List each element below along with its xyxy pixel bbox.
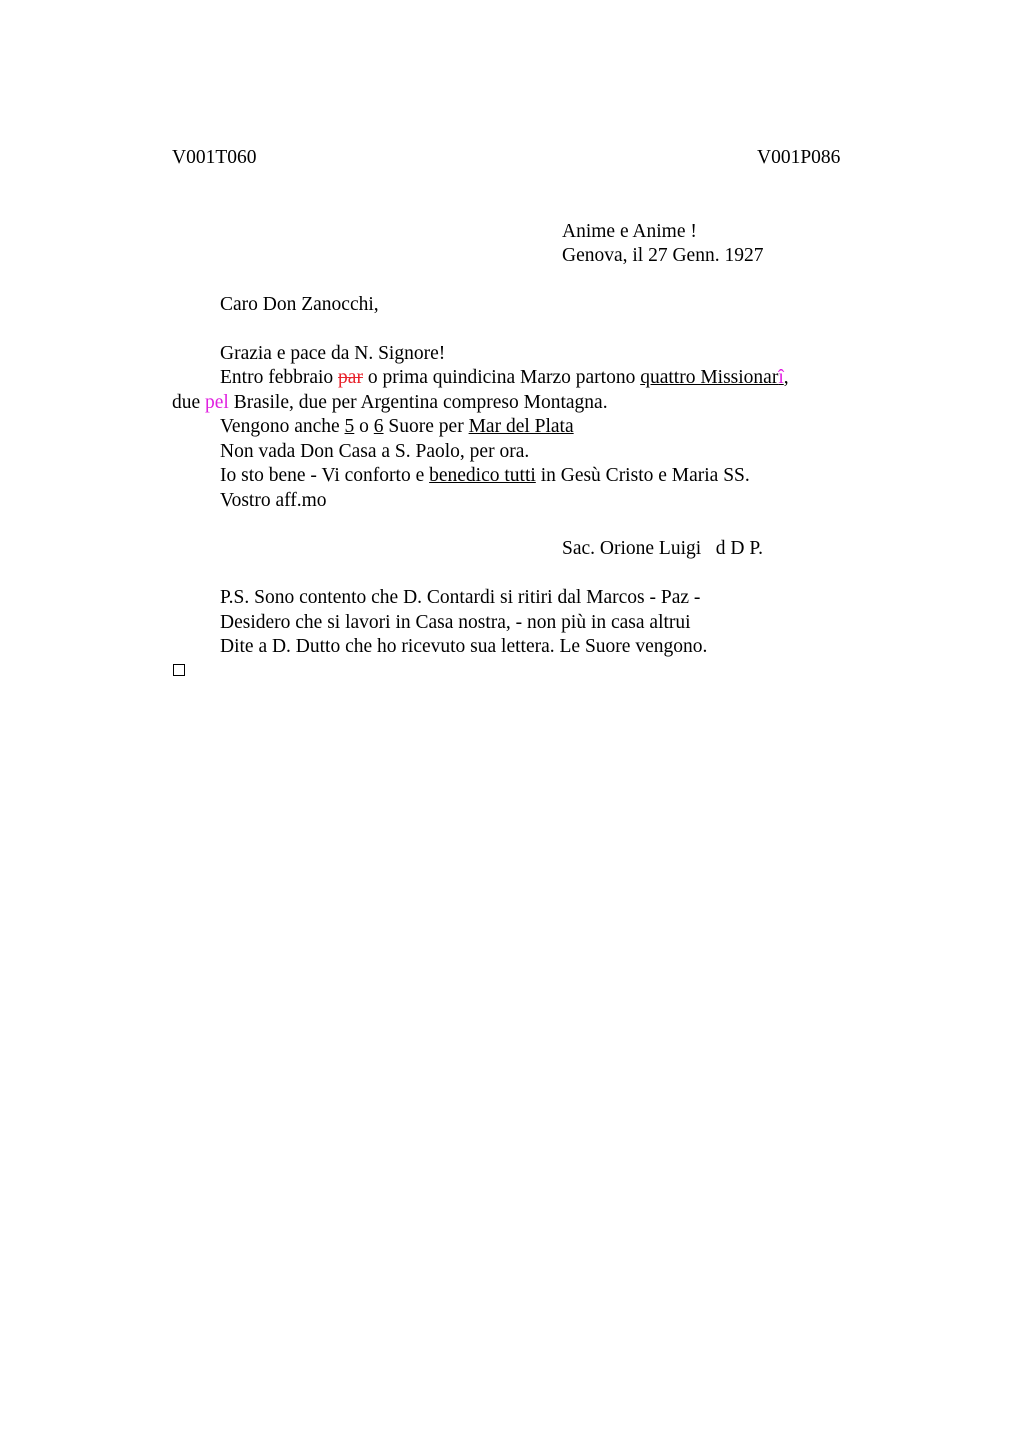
underlined-phrase: benedico tutti <box>429 465 536 486</box>
text-segment: o <box>354 416 374 437</box>
letter-line-3 <box>220 415 574 439</box>
letter-line-5 <box>220 464 750 488</box>
inserted-letter: î <box>778 367 784 388</box>
signature: Sac. Orione Luigi d D P. <box>562 538 763 559</box>
empty-square-marker <box>173 664 185 676</box>
closing: Vostro aff.mo <box>220 490 327 511</box>
text-segment: Vengono anche <box>220 416 345 437</box>
deleted-word: par <box>338 367 363 388</box>
postscript-line-3: Dite a D. Dutto che ho ricevuto sua lettera. Le Suore vengono. <box>220 636 708 657</box>
underlined-number: 5 <box>344 416 355 437</box>
place-date: Genova, il 27 Genn. 1927 <box>562 245 764 266</box>
text-segment: Entro febbraio <box>220 367 339 388</box>
text-segment: in Gesù Cristo e Maria SS. <box>535 465 750 486</box>
text-segment: due <box>172 392 206 413</box>
underlined-text: quattro Missionar <box>640 367 779 388</box>
letter-line-1 <box>220 366 789 390</box>
text-segment: o prima quindicina Marzo partono <box>362 367 641 388</box>
text-segment: Io sto bene - Vi conforto e <box>220 465 430 486</box>
header-left-code: V001T060 <box>172 147 257 168</box>
postscript-line-1: P.S. Sono contento che D. Contardi si ritiri dal Marcos - Paz - <box>220 587 701 608</box>
text-segment: Brasile, due per Argentina compreso Montagna. <box>228 392 608 413</box>
motto: Anime e Anime ! <box>562 221 697 242</box>
postscript-line-2: Desidero che si lavori in Casa nostra, - non più in casa altrui <box>220 612 691 633</box>
underlined-number: 6 <box>373 416 384 437</box>
text-segment: , <box>783 367 789 388</box>
text-segment: Suore per <box>383 416 469 437</box>
letter-line-4: Non vada Don Casa a S. Paolo, per ora. <box>220 441 530 462</box>
underlined-place: Mar del Plata <box>468 416 574 437</box>
salutation: Caro Don Zanocchi, <box>220 294 379 315</box>
greeting: Grazia e pace da N. Signore! <box>220 343 446 364</box>
underlined-phrase <box>640 367 784 388</box>
header-right-code: V001P086 <box>757 147 841 168</box>
letter-line-2 <box>172 391 608 415</box>
inserted-word: pel <box>205 392 229 413</box>
